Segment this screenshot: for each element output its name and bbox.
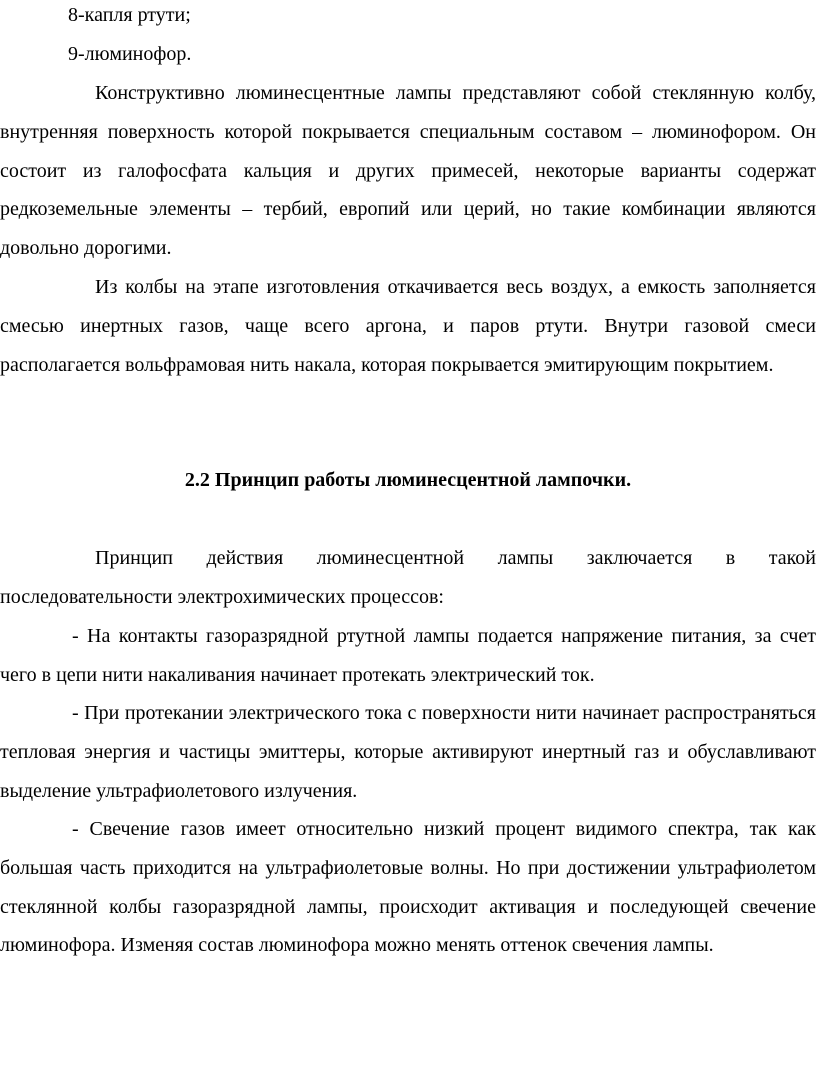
paragraph-gas-fill: Из колбы на этапе изготовления откачивается весь воздух, а емкость заполняется смесью инертных газов, чаще всего аргона, и паров ртути. Внутри газовой смеси располагается вольфрамовая нить накала, которая покрывается эмитирующим покрытием. bbox=[0, 276, 816, 376]
section-heading: 2.2 Принцип работы люминесцентной лампочки. bbox=[184, 469, 632, 491]
paragraph-step-3: - Свечение газов имеет относительно низкий процент видимого спектра, так как большая часть приходится на ультрафиолетовые волны. Но при достижении ультрафиолетом стеклянной колбы газоразрядной лампы, происходит активация и последующей свечение люминофора. Изменяя состав люминофора можно менять оттенок свечения лампы. bbox=[0, 818, 816, 957]
paragraph-construction: Конструктивно люминесцентные лампы представляют собой стеклянную колбу, внутренняя поверхность которой покрывается специальным составом – люминофором. Он состоит из галофосфата кальция и других примесей, некоторые варианты содержат редкоземельные элементы – тербий, европий или церий, но такие комбинации являются довольно дорогими. bbox=[0, 82, 816, 260]
paragraph-step-2: - При протекании электрического тока с поверхности нити начинает распространяться тепловая энергия и частицы эмиттеры, которые активируют инертный газ и обуславливают выделение ультрафиолетового излучения. bbox=[0, 702, 816, 802]
paragraph-step-1: - На контакты газоразрядной ртутной лампы подается напряжение питания, за счет чего в цепи нити накаливания начинает протекать электрический ток. bbox=[0, 625, 816, 686]
paragraph-principle-intro: Принцип действия люминесцентной лампы заключается в такой последовательности электрохимических процессов: bbox=[0, 547, 816, 608]
list-item-8: 8-капля ртути; bbox=[68, 4, 191, 26]
list-item-9: 9-люминофор. bbox=[68, 43, 192, 65]
